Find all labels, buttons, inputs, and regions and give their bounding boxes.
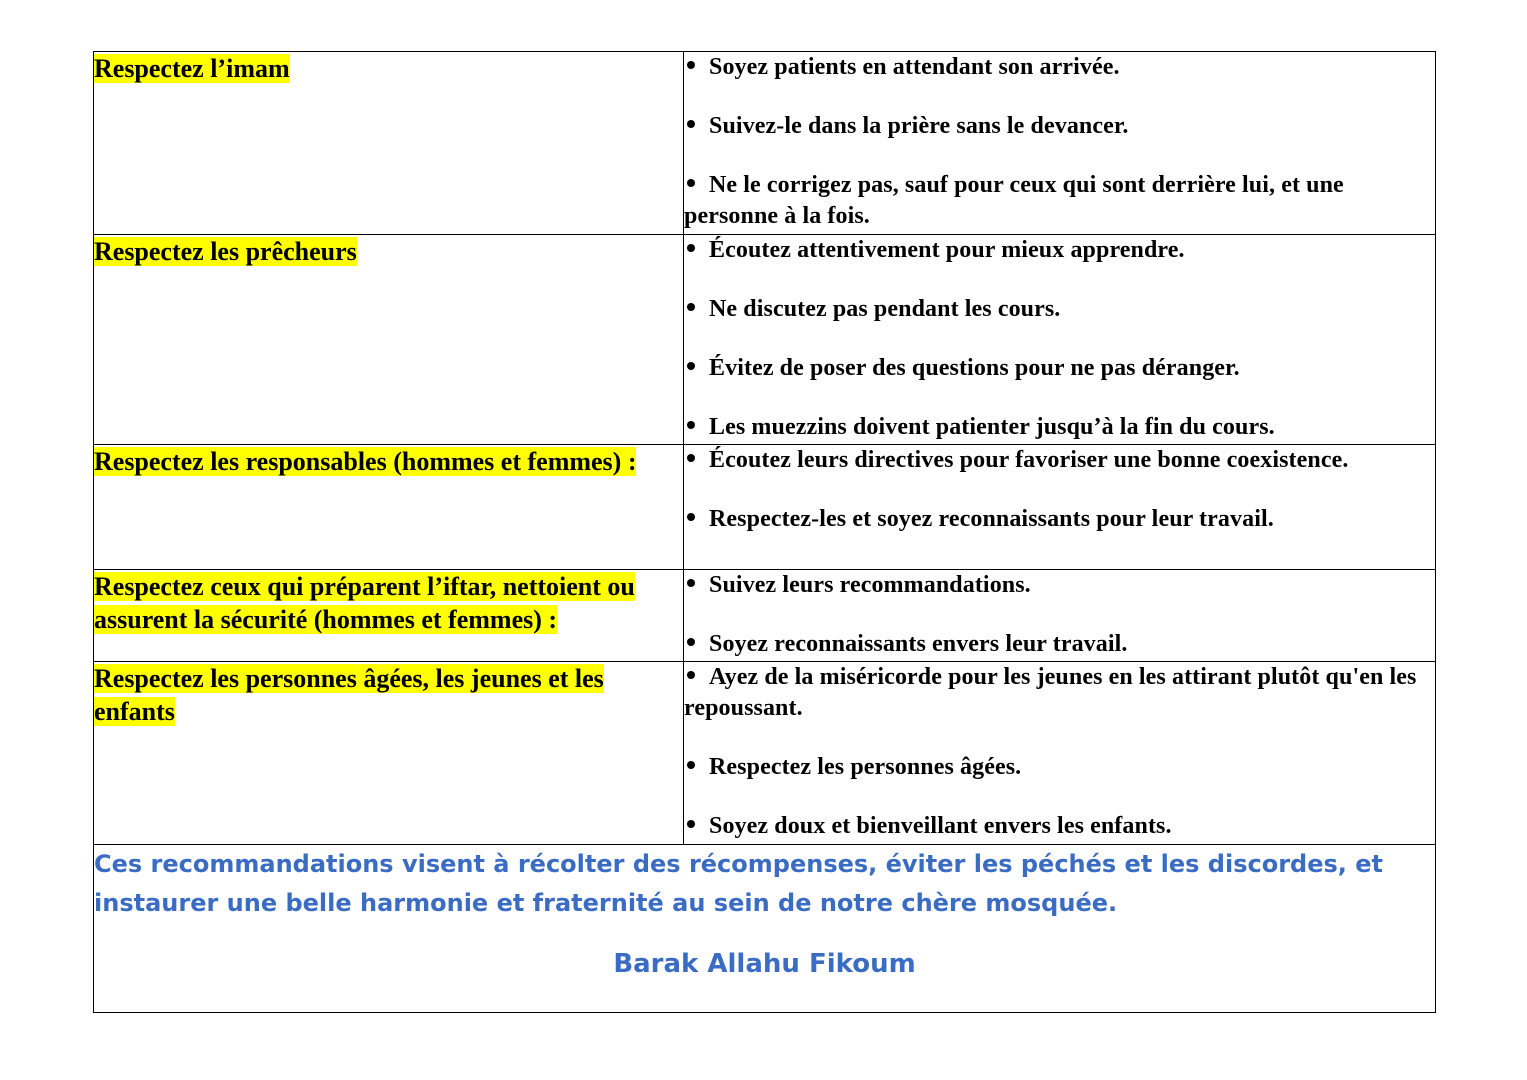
rule-heading: Respectez les prêcheurs <box>94 237 357 266</box>
bullet-item: Évitez de poser des questions pour ne pas déranger. <box>684 353 1435 384</box>
footer-signature: Barak Allahu Fikoum <box>613 949 916 979</box>
bullet-icon <box>687 513 695 521</box>
bullet-icon <box>687 761 695 769</box>
bullet-icon <box>687 61 695 69</box>
footer-row <box>94 845 1436 1013</box>
rule-heading-cell <box>94 235 684 445</box>
bullet-icon <box>687 820 695 828</box>
bullet-icon <box>687 421 695 429</box>
rule-heading-cell <box>94 662 684 845</box>
bullet-item: Soyez doux et bienveillant envers les enfants. <box>684 811 1435 842</box>
bullet-item: Suivez-le dans la prière sans le devancer. <box>684 111 1435 142</box>
bullet-icon <box>687 179 695 187</box>
rule-bullets-cell <box>684 52 1436 235</box>
bullet-item: Écoutez attentivement pour mieux apprendre. <box>684 235 1435 266</box>
bullet-item: Écoutez leurs directives pour favoriser une bonne coexistence. <box>684 445 1435 476</box>
rule-bullets-cell <box>684 235 1436 445</box>
bullet-item: Ayez de la miséricorde pour les jeunes en les attirant plutôt qu'en les repoussant. <box>684 664 1417 721</box>
footer-cell <box>94 845 1436 1013</box>
rules-table <box>93 51 1436 1013</box>
table-row <box>94 445 1436 570</box>
bullet-item: Ne le corrigez pas, sauf pour ceux qui sont derrière lui, et une personne à la fois. <box>684 172 1344 229</box>
footer-message: Ces recommandations visent à récolter des récompenses, éviter les péchés et les discordes, et instaurer une belle harmonie et fraternité au sein de notre chère mosquée. <box>94 850 1384 917</box>
bullet-icon <box>687 362 695 370</box>
rule-heading-cell <box>94 52 684 235</box>
table-row <box>94 52 1436 235</box>
table-row <box>94 662 1436 845</box>
bullet-item: Soyez patients en attendant son arrivée. <box>684 52 1435 83</box>
rule-bullets-cell <box>684 662 1436 845</box>
rule-bullets-cell <box>684 445 1436 570</box>
bullet-item: Ne discutez pas pendant les cours. <box>684 294 1435 325</box>
bullet-icon <box>687 638 695 646</box>
bullet-item: Respectez-les et soyez reconnaissants pour leur travail. <box>684 504 1435 535</box>
bullet-icon <box>687 244 695 252</box>
rule-heading-cell <box>94 445 684 570</box>
bullet-icon <box>687 454 695 462</box>
rule-heading: Respectez l’imam <box>94 54 290 83</box>
bullet-item: Suivez leurs recommandations. <box>684 570 1435 601</box>
bullet-icon <box>687 579 695 587</box>
table-row <box>94 570 1436 662</box>
rule-bullets-cell <box>684 570 1436 662</box>
rule-heading-cell <box>94 570 684 662</box>
table-row <box>94 235 1436 445</box>
rule-heading: Respectez ceux qui préparent l’iftar, nettoient ou assurent la sécurité (hommes et femmes) : <box>94 572 635 634</box>
bullet-item: Soyez reconnaissants envers leur travail. <box>684 629 1435 660</box>
bullet-icon <box>687 303 695 311</box>
bullet-icon <box>687 120 695 128</box>
bullet-item: Les muezzins doivent patienter jusqu’à la fin du cours. <box>684 412 1435 443</box>
rule-heading: Respectez les responsables (hommes et femmes) : <box>94 447 637 476</box>
bullet-item: Respectez les personnes âgées. <box>684 752 1435 783</box>
rule-heading: Respectez les personnes âgées, les jeunes et les enfants <box>94 664 604 726</box>
bullet-icon <box>687 671 695 679</box>
